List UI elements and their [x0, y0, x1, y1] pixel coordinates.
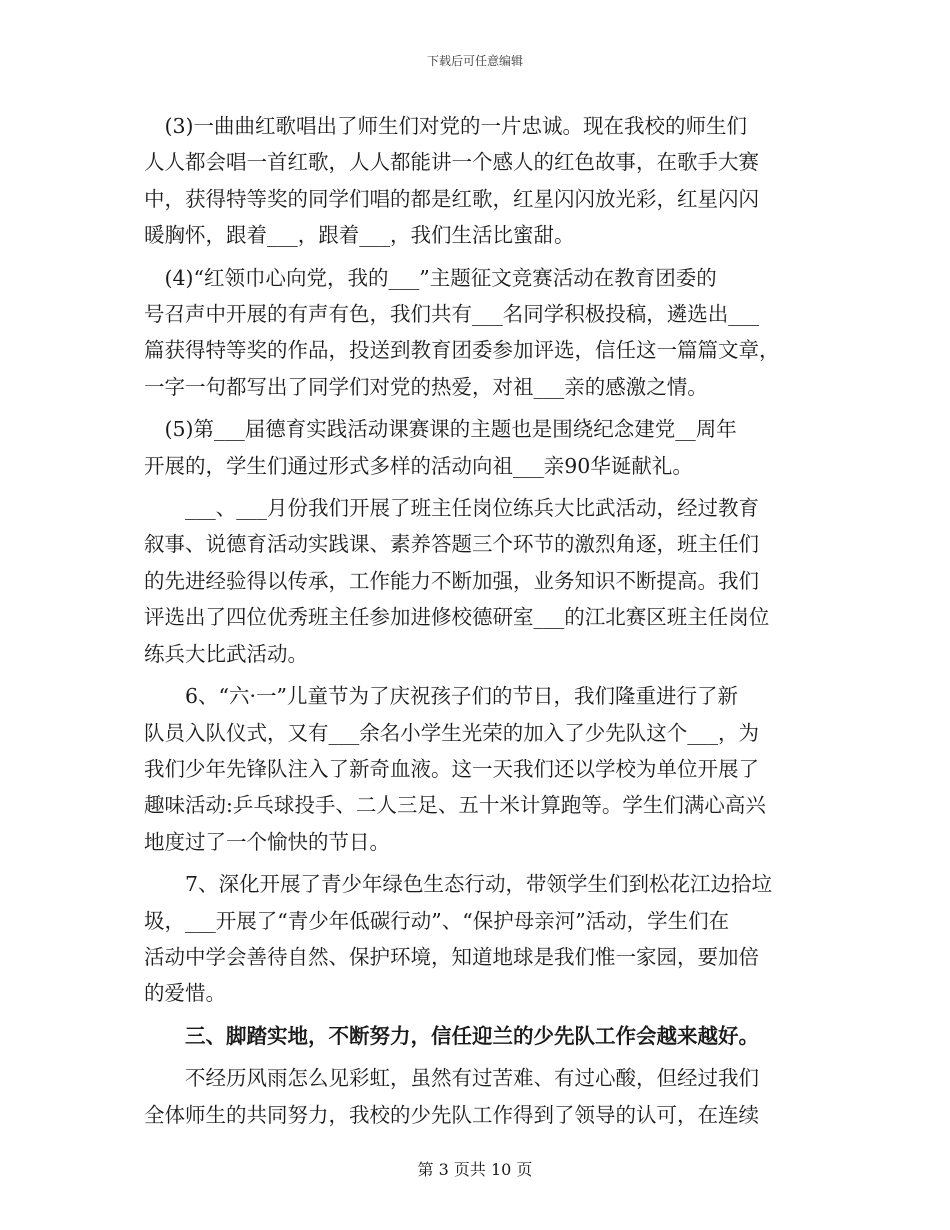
paragraph-line: 活动中学会善待自然、保护环境，知道地球是我们惟一家园，要加倍 [144, 944, 759, 969]
paragraph-line: 暖胸怀，跟着___，跟着___，我们生活比蜜甜。 [144, 223, 575, 248]
paragraph-line: 叙事、说德育活动实践课、素养答题三个环节的激烈角逐，班主任们 [144, 532, 759, 557]
paragraph-line: 的先进经验得以传承，工作能力不断加强，业务知识不断提高。我们 [144, 568, 759, 593]
page-header: 下载后可任意编辑 [426, 54, 523, 68]
paragraph-line: 趣味活动:乒乓球投手、二人三足、五十米计算跑等。学生们满心高兴 [144, 793, 766, 818]
paragraph-line: 圾，___开展了“青少年低碳行动”、“保护母亲河”活动，学生们在 [144, 908, 730, 933]
paragraph-line: 7、深化开展了青少年绿色生态行动，带领学生们到松花江边拾垃 [144, 872, 773, 897]
paragraph [144, 866, 804, 1012]
paragraph [144, 411, 804, 484]
page-footer: 第 3 页共 10 页 [417, 1160, 533, 1179]
paragraph-line: (5)第___届德育实践活动课赛课的主题也是围绕纪念建党__周年 [144, 417, 737, 442]
paragraph-line: 开展的，学生们通过形式多样的活动向祖___亲90华诞献礼。 [144, 453, 693, 478]
paragraph-line: (3)一曲曲红歌唱出了师生们对党的一片忠诚。现在我校的师生们 [144, 114, 748, 138]
paragraph [144, 108, 804, 254]
paragraph-line: 6、“六·一”儿童节为了庆祝孩子们的节日，我们隆重进行了新 [144, 684, 739, 709]
paragraph-line: 中，获得特等奖的同学们唱的都是红歌，红星闪闪放光彩，红星闪闪 [144, 186, 759, 211]
paragraph-line: 不经历风雨怎么见彩虹，虽然有过苦难、有过心酸，但经过我们 [144, 1066, 759, 1091]
paragraph [144, 678, 804, 860]
paragraph-line: 地度过了一个愉快的节日。 [144, 829, 390, 854]
paragraph [144, 1018, 804, 1054]
paragraph-line: 练兵大比武活动。 [144, 641, 308, 666]
paragraph [144, 260, 804, 406]
paragraph-line: 全体师生的共同努力，我校的少先队工作得到了领导的认可，在连续 [144, 1102, 759, 1127]
paragraph-line: 篇获得特等奖的作品，投送到教育团委参加评选，信任这一篇篇文章， [144, 338, 780, 363]
paragraph-line: 我们少年先锋队注入了新奇血液。这一天我们还以学校为单位开展了 [144, 756, 759, 781]
paragraph-line: 号召声中开展的有声有色，我们共有___名同学积极投稿，遴选出___ [144, 302, 759, 327]
paragraph-line: ___、___月份我们开展了班主任岗位练兵大比武活动，经过教育 [144, 496, 759, 521]
paragraph-line: 的爱惜。 [144, 981, 226, 1006]
paragraph [144, 490, 804, 672]
paragraph-line: (4)“红领巾心向党，我的___”主题征文竞赛活动在教育团委的 [144, 265, 717, 290]
paragraph-line: 人人都会唱一首红歌，人人都能讲一个感人的红色故事，在歌手大赛 [144, 150, 759, 175]
document-body [144, 108, 804, 1133]
paragraph-line: 队员入队仪式，又有___余名小学生光荣的加入了少先队这个___，为 [144, 720, 759, 745]
paragraph [144, 1060, 804, 1133]
paragraph-line: 三、脚踏实地，不断努力，信任迎兰的少先队工作会越来越好。 [144, 1023, 759, 1048]
paragraph-line: 一字一句都写出了同学们对党的热爱，对祖___亲的感激之情。 [144, 374, 708, 399]
paragraph-line: 评选出了四位优秀班主任参加进修校德研室___的江北赛区班主任岗位 [144, 605, 770, 630]
